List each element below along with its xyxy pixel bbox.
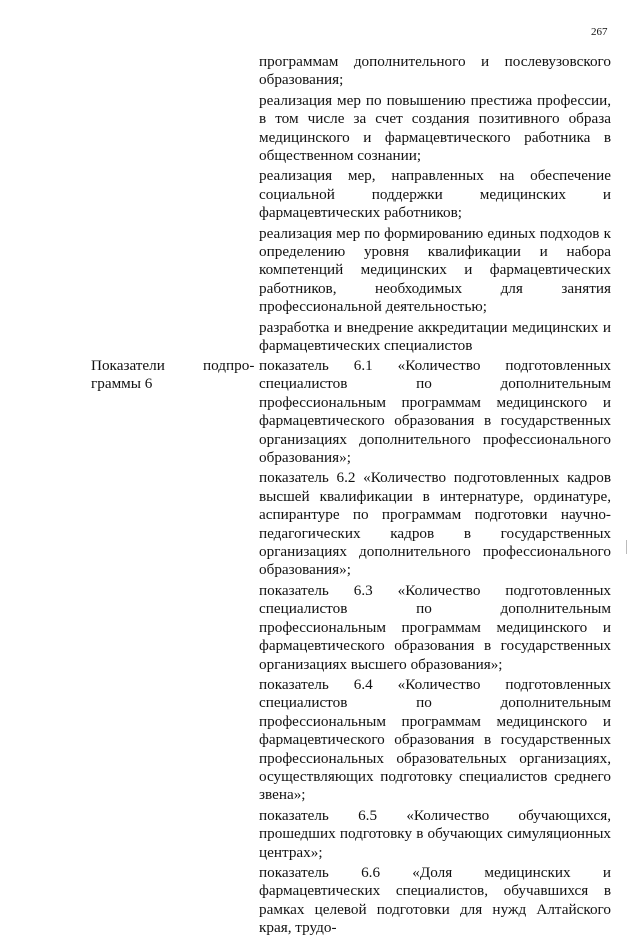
indicator-item: показатель 6.5 «Количество обучающихся, прошедших подготовку в обучающих симуляционных центрах»; xyxy=(259,806,611,861)
page-number: 267 xyxy=(591,26,608,38)
measure-item: реализация мер по формированию единых подходов к определению уровня квалификации и набора компетенций медицинских и фармацевтических работников, необходимых для занятия профессиональной деятельностью; xyxy=(259,224,611,316)
measures-list xyxy=(259,53,611,358)
measure-item: реализация мер, направленных на обеспечение социальной поддержки медицинских и фармацевтических работников; xyxy=(259,167,611,222)
indicators-label-hyphenated: подпро- xyxy=(203,357,255,374)
measure-item: реализация мер по повышению престижа профессии, в том числе за счет создания позитивного образа медицинского и фармацевтического работника в общественном сознании; xyxy=(259,91,611,165)
indicator-item: показатель 6.6 «Доля медицинских и фармацевтических специалистов, обучавшихся в рамках целевой подготовки для нужд Алтайского края, трудо- xyxy=(259,863,611,937)
indicators-label: Показатели граммы 6 xyxy=(91,357,165,393)
indicator-item: показатель 6.4 «Количество подготовленных специалистов по дополнительным профессиональным программам медицинского и фармацевтического образования в государственных профессиональных образовательных организациях, осуществляющих подготовку специалистов среднего звена»; xyxy=(259,675,611,804)
measure-item: программам дополнительного и послевузовского образования; xyxy=(259,53,611,89)
indicator-item: показатель 6.3 «Количество подготовленных специалистов по дополнительным профессиональным программам медицинского и фармацевтического образования в государственных организациях высшего образования»; xyxy=(259,581,611,673)
margin-mark xyxy=(626,540,627,554)
indicator-item: показатель 6.1 «Количество подготовленных специалистов по дополнительным профессиональным программам медицинского и фармацевтического образования в государственных организациях дополнительного профессионального образования»; xyxy=(259,357,611,467)
measure-item: разработка и внедрение аккредитации медицинских и фармацевтических специалистов xyxy=(259,318,611,355)
indicator-item: показатель 6.2 «Количество подготовленных кадров высшей квалификации в интернатуре, ординатуре, аспирантуре по программам подготовки научно-педагогических кадров в государственных организациях дополнительного профессионального образования»; xyxy=(259,469,611,579)
indicators-list xyxy=(259,357,611,940)
